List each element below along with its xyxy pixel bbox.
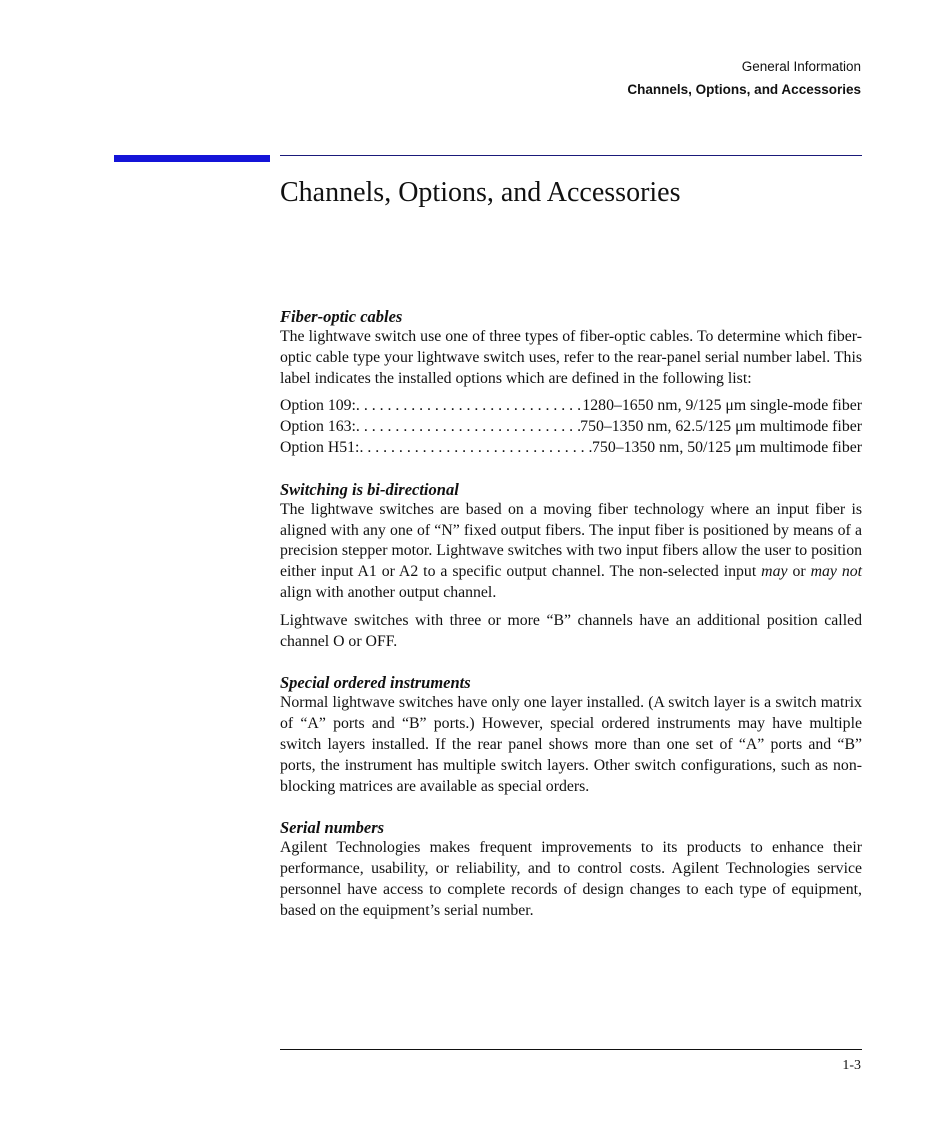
body-text: align with another output channel. (280, 583, 497, 601)
option-label: Option H51: (280, 438, 360, 456)
section-heading: Serial numbers (280, 818, 385, 838)
option-value: 750–1350 nm, 62.5/125 μm multimode fiber (580, 418, 862, 436)
page-title: Channels, Options, and Accessories (280, 177, 681, 208)
option-row (280, 396, 862, 417)
section-serial-numbers (280, 817, 862, 921)
section-body (280, 500, 862, 604)
section-fiber-optic-cables (280, 306, 862, 459)
page-content (280, 306, 862, 942)
top-rule (280, 155, 862, 156)
section-body: Agilent Technologies makes frequent improvements to its products to enhance their performance, usability, or reliability, and to control costs. Agilent Technologies service personnel have access to complete records of design changes to each type of equipment, based on the equipment’s serial number. (280, 839, 862, 919)
page-number: 1-3 (842, 1058, 861, 1073)
section-body: Normal lightwave switches have only one layer installed. (A switch layer is a switch matrix of “A” ports and “B” ports.) However, special ordered instruments may have multiple switch layers installed. If the rear panel shows more than one set of “A” ports and “B” ports, the instrument has multiple switch layers. Other switch configurations, such as non-blocking matrices are available as special orders. (280, 694, 862, 795)
header-section: Channels, Options, and Accessories (627, 82, 861, 97)
chapter-accent-bar (114, 155, 270, 162)
section-heading: Special ordered instruments (280, 673, 471, 693)
body-text: The lightwave switches are based on a moving fiber technology where an input fiber is aligned with any one of “N” fixed output fibers. The input fiber is positioned by means of a precision stepper motor. Lightwave switches with two input fibers allow the user to position either input A1 or A2 to a specific output channel. The non-selected input (280, 500, 862, 581)
body-text: or (787, 563, 811, 581)
bottom-rule (280, 1049, 862, 1050)
option-value: 750–1350 nm, 50/125 μm multimode fiber (592, 438, 862, 456)
running-header (627, 55, 861, 101)
option-label: Option 163: (280, 418, 356, 436)
header-chapter: General Information (741, 59, 861, 74)
section-body: The lightwave switch use one of three types of fiber-optic cables. To determine which fiber-optic cable type your lightwave switch uses, refer to the rear-panel serial number label. This label indicates the installed options which are defined in the following list: (280, 328, 862, 387)
section-heading: Switching is bi-directional (280, 479, 459, 499)
emphasis-may: may (761, 563, 788, 581)
leader-dots (356, 417, 580, 438)
emphasis-may-not: may not (810, 563, 863, 581)
section-switching (280, 479, 862, 653)
section-special-ordered (280, 672, 862, 797)
leader-dots (359, 438, 592, 459)
section-body: Lightwave switches with three or more “B” channels have an additional position called channel O or OFF. (280, 611, 862, 650)
option-row (280, 417, 862, 438)
option-value: 1280–1650 nm, 9/125 μm single-mode fiber (582, 397, 862, 415)
option-label: Option 109: (280, 397, 356, 415)
leader-dots (356, 396, 582, 417)
options-list (280, 396, 862, 458)
section-heading: Fiber-optic cables (280, 307, 403, 326)
option-row (280, 438, 862, 459)
